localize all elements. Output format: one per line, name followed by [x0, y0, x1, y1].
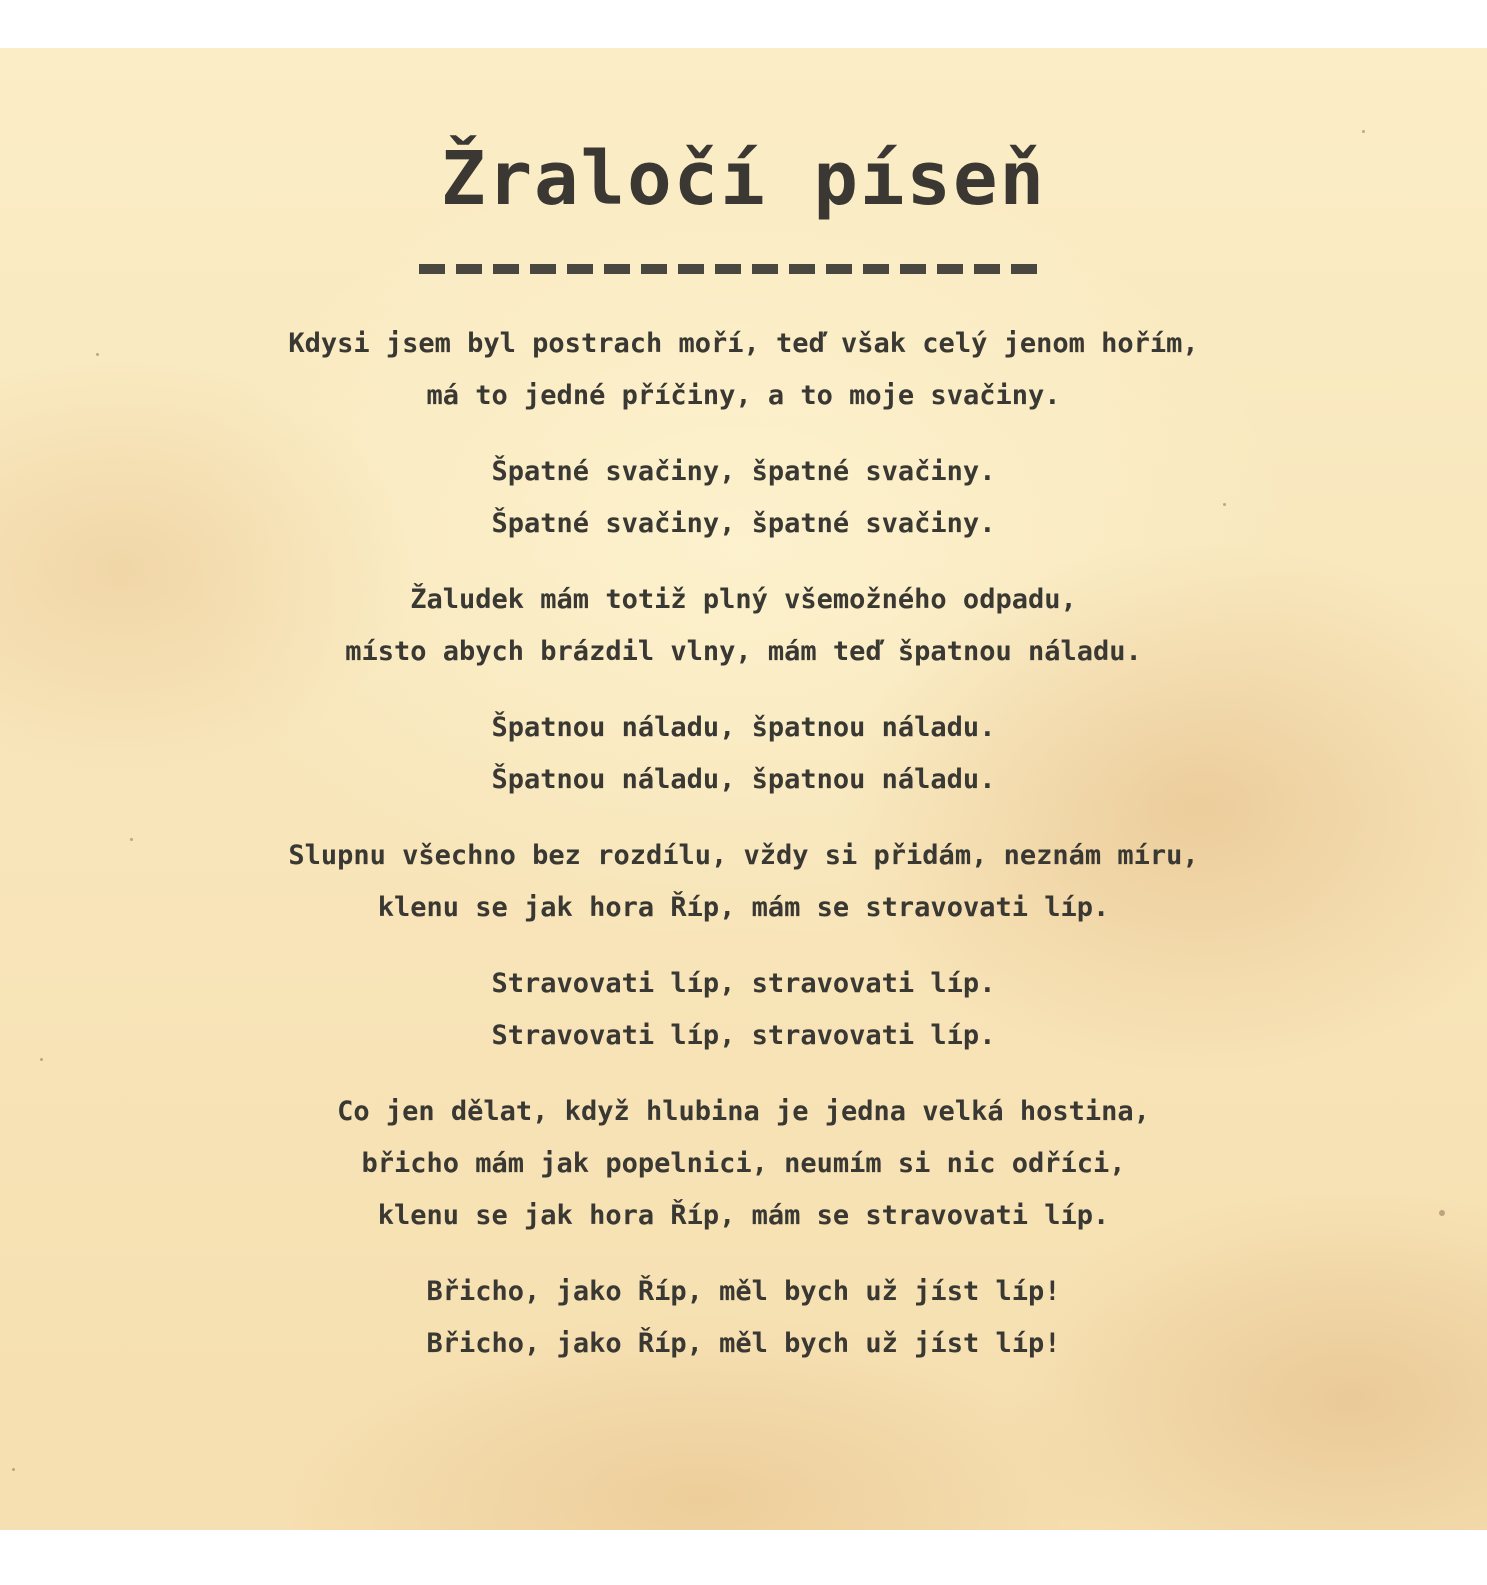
stanza — [0, 1086, 1487, 1242]
lyric-line: klenu se jak hora Říp, mám se stravovati líp. — [377, 892, 1110, 923]
paper-speck — [1362, 130, 1365, 133]
paper-sheet — [0, 48, 1487, 1530]
lyric-line: Stravovati líp, stravovati líp. — [491, 968, 996, 999]
lyric-line: Špatnou náladu, špatnou náladu. — [491, 764, 996, 795]
lyric-line: Špatnou náladu, špatnou náladu. — [491, 712, 996, 743]
lyric-line: Kdysi jsem byl postrach moří, teď však celý jenom hořím, — [288, 328, 1199, 359]
stanza — [0, 1266, 1487, 1370]
lyric-line: Stravovati líp, stravovati líp. — [491, 1020, 996, 1051]
lyric-line: Slupnu všechno bez rozdílu, vždy si přidám, neznám míru, — [288, 840, 1199, 871]
title-divider — [419, 264, 1041, 274]
lyric-line: Žaludek mám totiž plný všemožného odpadu, — [410, 584, 1077, 615]
lyric-line: Špatné svačiny, špatné svačiny. — [491, 508, 996, 539]
lyric-line: má to jedné příčiny, a to moje svačiny. — [426, 380, 1061, 411]
lyric-line: Břicho, jako Říp, měl bych už jíst líp! — [426, 1276, 1061, 1307]
stanza — [0, 446, 1487, 550]
lyric-line: Špatné svačiny, špatné svačiny. — [491, 456, 996, 487]
lyric-line: Co jen dělat, když hlubina je jedna velká hostina, — [337, 1096, 1150, 1127]
stanza — [0, 958, 1487, 1062]
paper-speck — [12, 1468, 15, 1471]
lyric-line: místo abych brázdil vlny, mám teď špatnou náladu. — [345, 636, 1142, 667]
stanza — [0, 830, 1487, 934]
stanza — [0, 574, 1487, 678]
stanza — [0, 702, 1487, 806]
lyric-line: klenu se jak hora Říp, mám se stravovati líp. — [377, 1200, 1110, 1231]
lyrics — [0, 318, 1487, 1394]
lyric-line: Břicho, jako Říp, měl bych už jíst líp! — [426, 1328, 1061, 1359]
lyric-line: břicho mám jak popelnici, neumím si nic odříci, — [361, 1148, 1126, 1179]
stanza — [0, 318, 1487, 422]
song-title: Žraločí píseň — [440, 136, 1047, 222]
